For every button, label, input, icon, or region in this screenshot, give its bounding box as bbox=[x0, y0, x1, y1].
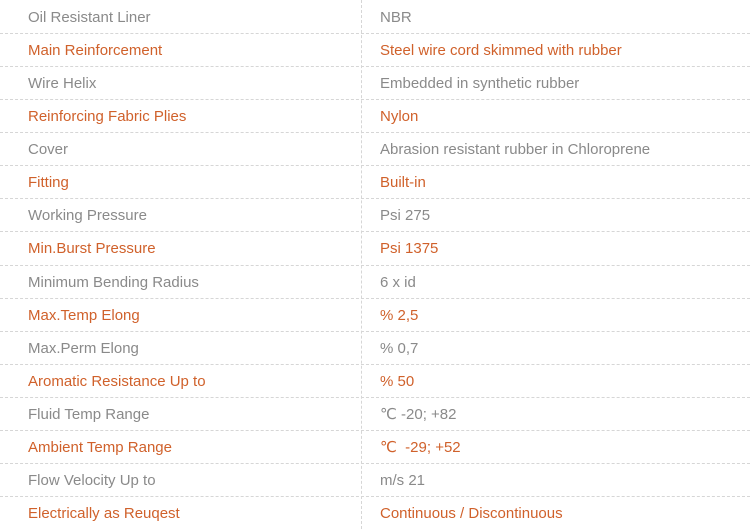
table-row bbox=[0, 496, 750, 529]
property-value: Built-in bbox=[380, 174, 426, 191]
table-row bbox=[0, 397, 750, 430]
table-row bbox=[0, 231, 750, 264]
table-row bbox=[0, 33, 750, 66]
table-row bbox=[0, 364, 750, 397]
property-value: Embedded in synthetic rubber bbox=[380, 75, 580, 92]
property-label: Ambient Temp Range bbox=[28, 438, 172, 455]
property-label: Oil Resistant Liner bbox=[28, 8, 151, 25]
table-row bbox=[0, 0, 750, 33]
property-value: Psi 275 bbox=[380, 207, 431, 224]
table-row bbox=[0, 99, 750, 132]
property-label: Max.Temp Elong bbox=[28, 306, 140, 323]
table-row bbox=[0, 331, 750, 364]
property-label: Wire Helix bbox=[28, 75, 97, 92]
property-label: Min.Burst Pressure bbox=[28, 240, 156, 257]
property-value: % 50 bbox=[380, 372, 415, 389]
property-label: Cover bbox=[28, 141, 69, 158]
property-label: Flow Velocity Up to bbox=[28, 471, 156, 488]
property-label: Fitting bbox=[28, 174, 69, 191]
table-row bbox=[0, 165, 750, 198]
property-label: Electrically as Reuqest bbox=[28, 504, 180, 521]
property-label: Aromatic Resistance Up to bbox=[28, 372, 206, 389]
property-value: Continuous / Discontinuous bbox=[380, 504, 563, 521]
table-row bbox=[0, 298, 750, 331]
table-row bbox=[0, 265, 750, 298]
property-label: Main Reinforcement bbox=[28, 42, 163, 59]
property-value: % 2,5 bbox=[380, 306, 419, 323]
property-value: Abrasion resistant rubber in Chloroprene bbox=[380, 141, 651, 158]
property-value: ℃ -20; +82 bbox=[380, 405, 457, 422]
property-label: Reinforcing Fabric Plies bbox=[28, 108, 187, 125]
property-value: m/s 21 bbox=[380, 471, 426, 488]
property-value: NBR bbox=[380, 8, 412, 25]
table-row bbox=[0, 463, 750, 496]
property-label: Fluid Temp Range bbox=[28, 405, 150, 422]
table-row bbox=[0, 66, 750, 99]
property-value: Steel wire cord skimmed with rubber bbox=[380, 42, 622, 59]
table-row bbox=[0, 430, 750, 463]
property-value: ℃ -29; +52 bbox=[380, 438, 461, 455]
property-label: Max.Perm Elong bbox=[28, 339, 139, 356]
property-value: Psi 1375 bbox=[380, 240, 439, 257]
property-label: Working Pressure bbox=[28, 207, 147, 224]
property-value: Nylon bbox=[380, 108, 419, 125]
property-label: Minimum Bending Radius bbox=[28, 273, 199, 290]
property-value: % 0,7 bbox=[380, 339, 419, 356]
table-row bbox=[0, 198, 750, 231]
table-row bbox=[0, 132, 750, 165]
property-value: 6 x id bbox=[380, 273, 416, 290]
